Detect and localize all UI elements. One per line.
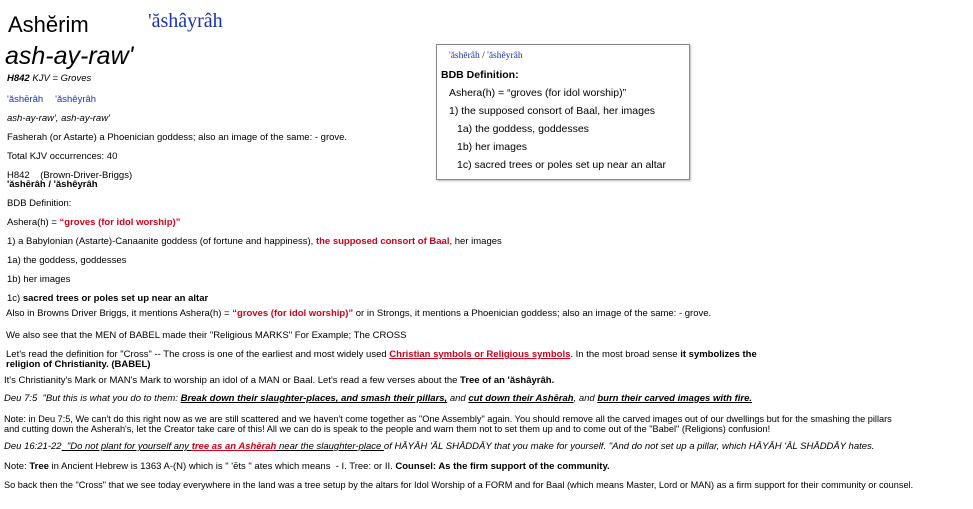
item1c-prefix: 1c) bbox=[7, 293, 23, 304]
popup-line-1a: 1a) the goddess, goddesses bbox=[457, 123, 589, 135]
strongs-definition: Fasherah (or Astarte) a Phoenician goddess; also an image of the same: - grove. bbox=[7, 132, 348, 143]
item1c-bold: sacred trees or poles set up near an altar bbox=[22, 293, 209, 304]
mark-line bbox=[4, 375, 554, 387]
pronunciation-forms: ash-ay-raw', ash-ay-raw' bbox=[7, 113, 110, 124]
deu-7-5-c: , and bbox=[573, 393, 598, 404]
deu-7-5-b: and bbox=[447, 393, 469, 404]
popup-forms bbox=[449, 50, 523, 63]
cross-bold-1: it symbolizes the bbox=[680, 349, 757, 360]
note-1-line-1: Note: in Deu 7:5, We can't do this right now as we are still scattered and we haven't come together as "One Assembly" again. You should remove all the carved images out of our dwellings but for the smashing the pillars bbox=[4, 414, 892, 424]
bdb-reference: H842 (Brown-Driver-Briggs) bbox=[7, 170, 133, 181]
pronunciation: ash-ay-raw' bbox=[5, 42, 134, 70]
mark-bold: Tree of an 'ăshâyrâh. bbox=[460, 375, 555, 386]
note-2-a: Note: bbox=[4, 461, 30, 472]
babel-line: We also see that the MEN of BABEL made their "Religious MARKS" For Example; The CROSS bbox=[6, 330, 407, 341]
deu-16-21-red: tree as an Ashērah bbox=[191, 441, 277, 452]
transliteration-link[interactable]: 'ăshâyrâh bbox=[148, 10, 223, 32]
also-prefix: Also in Browns Driver Briggs, it mentions Ashera(h) = bbox=[6, 308, 233, 319]
deu-7-5-verse bbox=[4, 393, 752, 405]
also-highlight: “groves (for idol worship)” bbox=[232, 308, 354, 319]
popup-title: BDB Definition: bbox=[441, 69, 519, 81]
ashera-line bbox=[7, 217, 180, 229]
deu-16-21-verse bbox=[4, 441, 874, 453]
occurrences: Total KJV occurrences: 40 bbox=[7, 151, 118, 162]
mark-prefix: It's Christianity's Mark or MAN's Mark to worship an idol of a MAN or Baal. Let's read a few verses about the bbox=[4, 375, 461, 386]
def-item-1b: 1b) her images bbox=[7, 274, 71, 285]
kjv-gloss: KJV = Groves bbox=[32, 73, 92, 84]
final-line: So back then the "Cross" that we see today everywhere in the land was a tree setup by the altars for Idol Worship of a FORM and for Baal (which means Master, Lord or MAN) as a firm support for their community or counsel. bbox=[4, 480, 914, 490]
bdb-popup bbox=[436, 44, 690, 180]
note-2-c: in Ancient Hebrew is 1363 A-(N) which is " 'ēts " ates which means - I. Tree: or II. bbox=[48, 461, 396, 472]
note-1-line-2: and cutting down the Asherah's, let the Creator take care of this! All we can do is speak to the people and warn them not to set them up and to come out of the "Babel" (Religions) confusion! bbox=[4, 424, 771, 434]
note-2-bold-1: Tree bbox=[29, 461, 49, 472]
def-item-1c bbox=[7, 293, 208, 305]
bdb-forms: 'ăshērâh / 'ăshêyrâh bbox=[7, 179, 98, 190]
note-2 bbox=[4, 461, 610, 473]
item1-suffix: , her images bbox=[449, 236, 502, 247]
also-suffix: or in Strongs, it mentions a Phoenician goddess; also an image of the same: - grove. bbox=[353, 308, 712, 319]
form-1[interactable]: 'ăshērâh bbox=[7, 94, 44, 105]
ashera-prefix: Ashera(h) = bbox=[7, 217, 60, 228]
hebrew-forms bbox=[7, 94, 96, 106]
cross-mid: . In the most broad sense bbox=[570, 349, 681, 360]
popup-separator: / bbox=[479, 51, 488, 61]
deu-7-5-u2: cut down their Ashērah bbox=[468, 393, 574, 404]
form-2[interactable]: 'ăshêyrâh bbox=[55, 94, 97, 105]
deu-7-5-u1: Break down their slaughter-places, and smash their pillars, bbox=[180, 393, 448, 404]
cross-prefix: Let's read the definition for "Cross" -- The cross is one of the earliest and most widely used bbox=[6, 349, 390, 360]
popup-line-ashera: Ashera(h) = “groves (for idol worship)” bbox=[449, 87, 627, 99]
deu-16-21-c: of HĀYĀH 'ĀL SHĀDDĀY that you make for yourself. "And do not set up a pillar, which HĀYĀH 'ĀL SHĀDDĀY hates. bbox=[383, 441, 875, 452]
popup-line-1c: 1c) sacred trees or poles set up near an altar bbox=[457, 159, 666, 171]
strongs-number: H842 bbox=[7, 73, 30, 84]
item1-highlight: the supposed consort of Baal bbox=[315, 236, 450, 247]
ashera-highlight: “groves (for idol worship)” bbox=[59, 217, 181, 228]
deu-7-5-a: "But this is what you do to them: bbox=[37, 393, 181, 404]
deu-7-5-ref[interactable]: Deu 7:5 bbox=[4, 393, 38, 404]
deu-16-21-ref[interactable]: Deu 16:21-22 bbox=[4, 441, 62, 452]
deu-16-21-b: near the slaughter-place bbox=[276, 441, 384, 452]
cross-link[interactable]: Christian symbols or Religious symbols bbox=[389, 349, 571, 360]
popup-line-1b: 1b) her images bbox=[457, 141, 528, 153]
item1-prefix: 1) a Babylonian (Astarte)-Canaanite goddess (of fortune and happiness), bbox=[7, 236, 316, 247]
entry-word: Ashĕrim bbox=[8, 12, 89, 37]
strongs-line bbox=[7, 73, 91, 85]
cross-line-2: religion of Christianity. (BABEL) bbox=[6, 359, 151, 370]
deu-7-5-u3: burn their carved images with fire. bbox=[597, 393, 753, 404]
deu-16-21-a: "Do not plant for yourself any bbox=[61, 441, 192, 452]
def-item-1 bbox=[7, 236, 502, 248]
popup-line-1: 1) the supposed consort of Baal, her images bbox=[449, 105, 656, 117]
bdb-definition-label: BDB Definition: bbox=[7, 198, 72, 209]
popup-form-2[interactable]: 'ăshêyrâh bbox=[487, 51, 523, 61]
note-2-bold-2: Counsel: As the firm support of the community. bbox=[395, 461, 610, 472]
also-bdb-line bbox=[6, 308, 711, 320]
popup-form-1[interactable]: 'ăshērâh bbox=[449, 51, 480, 61]
def-item-1a: 1a) the goddess, goddesses bbox=[7, 255, 127, 266]
